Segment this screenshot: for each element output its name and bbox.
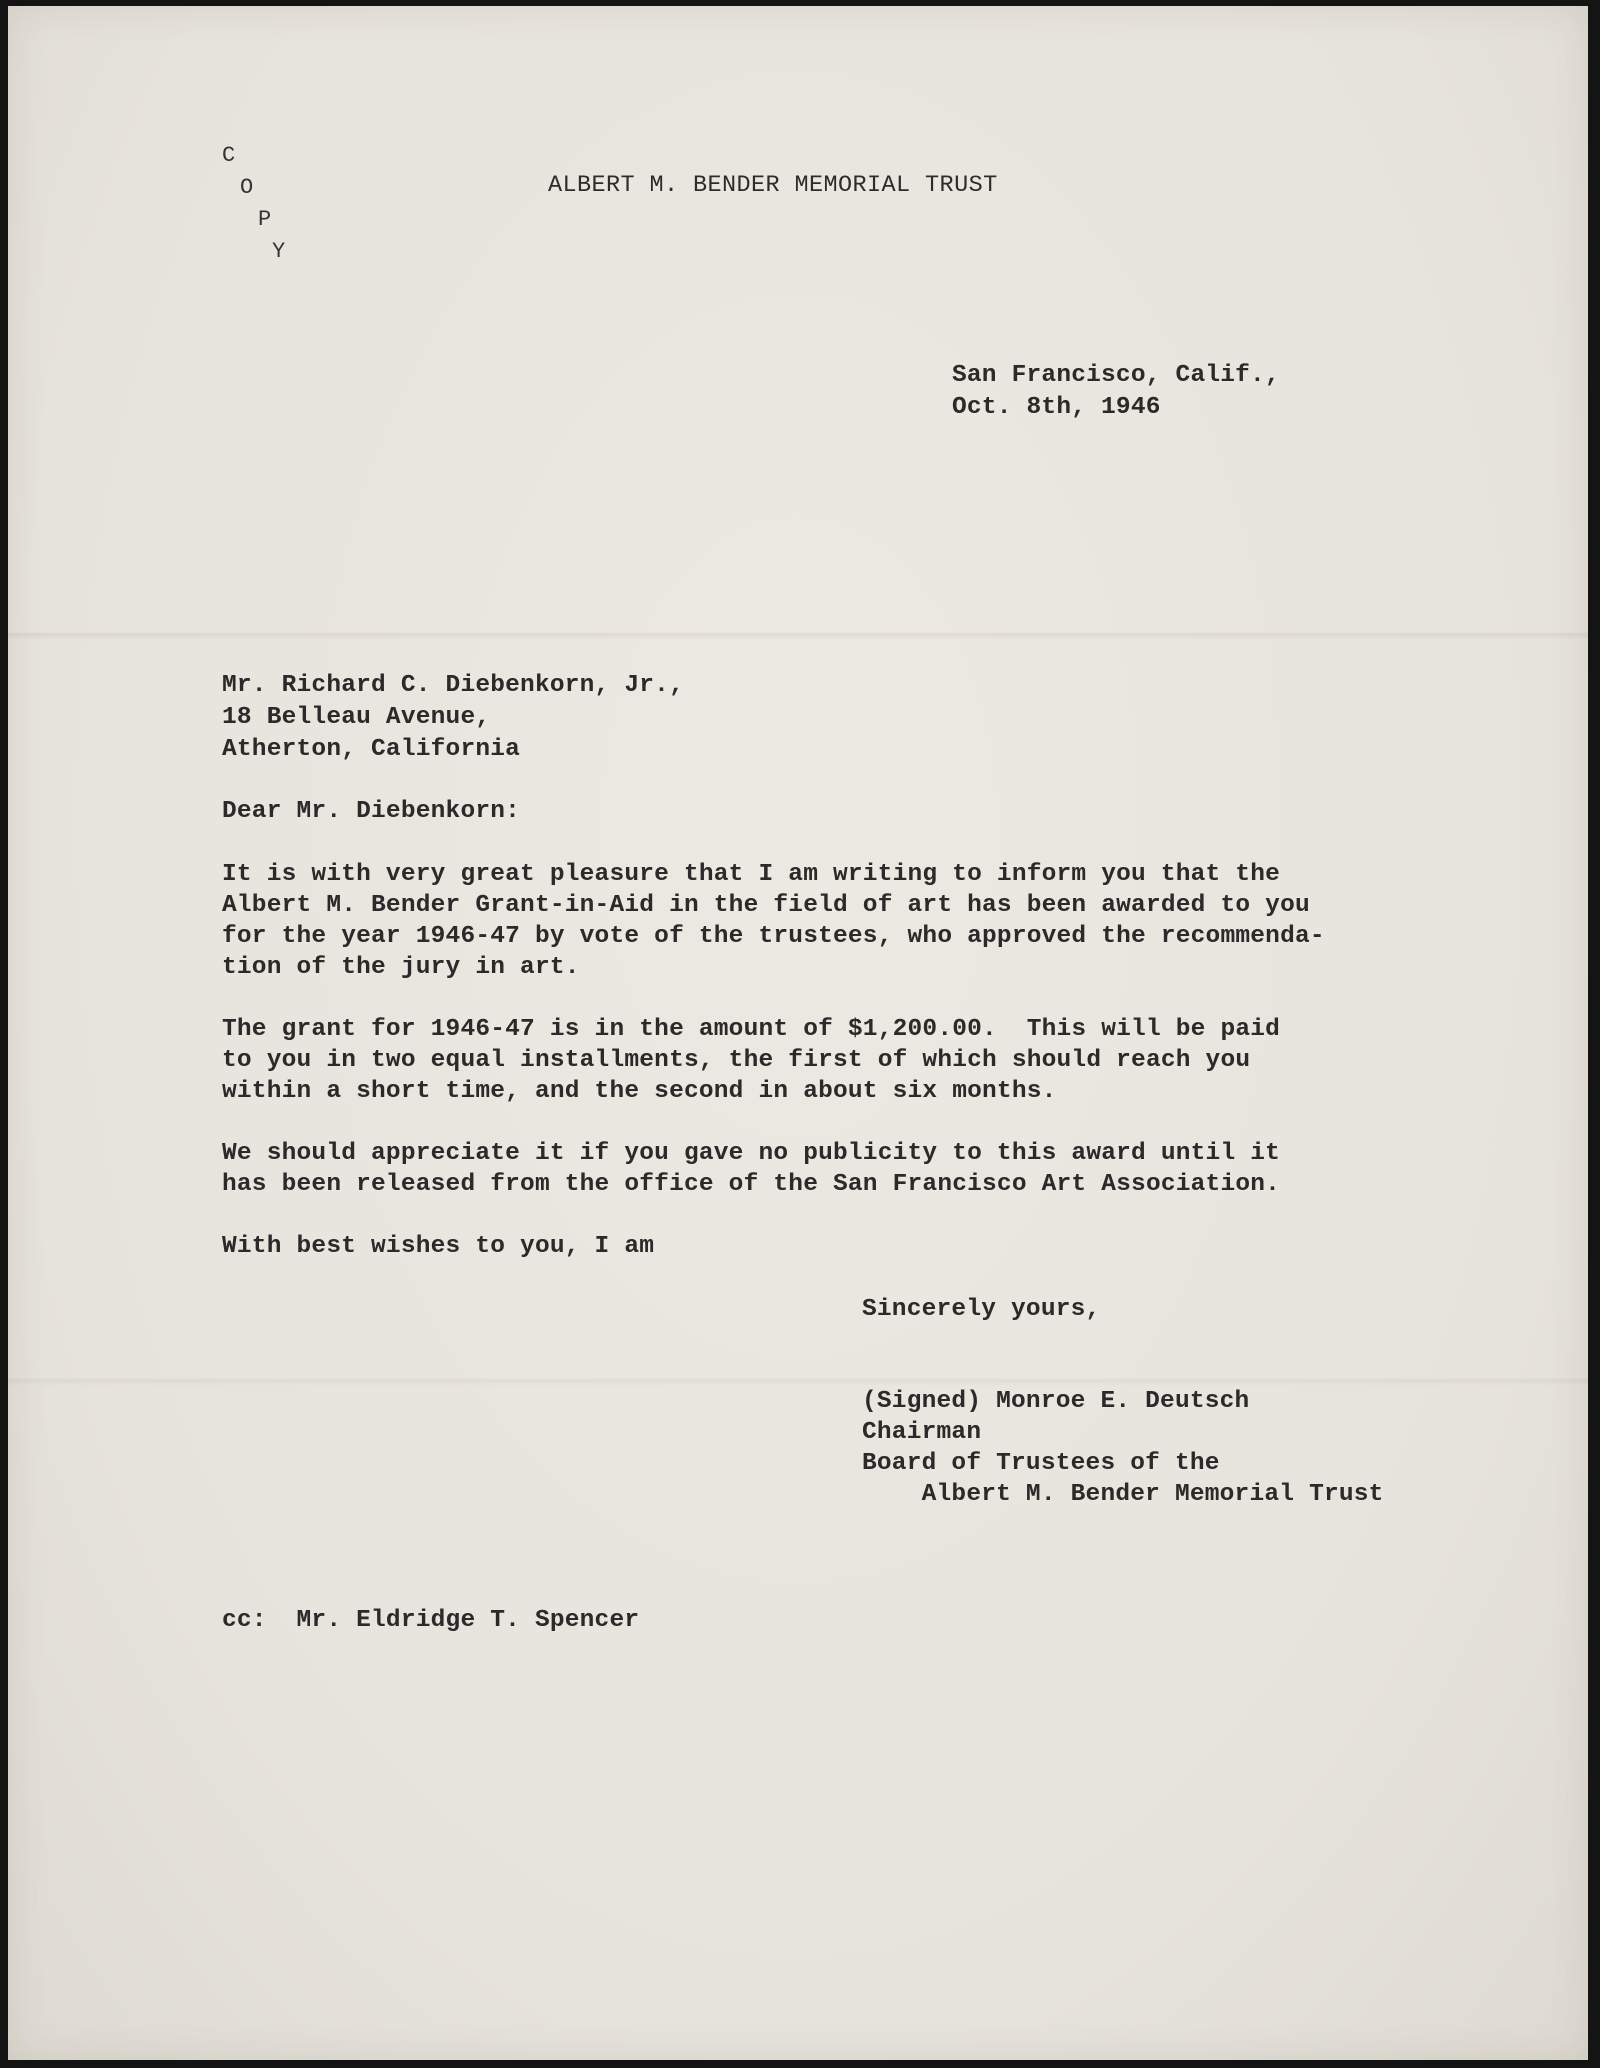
copy-mark-p: P (258, 207, 272, 232)
letterhead: ALBERT M. BENDER MEMORIAL TRUST (548, 172, 998, 199)
paragraph-line: within a short time, and the second in about six months. (222, 1078, 1057, 1105)
recipient-line: 18 Belleau Avenue, (222, 704, 491, 731)
dateline-place: San Francisco, Calif., (952, 362, 1280, 389)
paragraph-line: We should appreciate it if you gave no publicity to this award until it (222, 1140, 1281, 1167)
signature-line: Albert M. Bender Memorial Trust (862, 1481, 1384, 1508)
paragraph-line: The grant for 1946-47 is in the amount of $1,200.00. This will be paid (222, 1016, 1281, 1043)
paragraph-line: It is with very great pleasure that I am writing to inform you that the (222, 861, 1281, 888)
paragraph-line: Albert M. Bender Grant-in-Aid in the field of art has been awarded to you (222, 892, 1310, 919)
copy-mark-y: Y (272, 239, 286, 264)
recipient-line: Mr. Richard C. Diebenkorn, Jr., (222, 672, 684, 699)
dateline-date: Oct. 8th, 1946 (952, 394, 1161, 421)
signature-line: Board of Trustees of the (862, 1450, 1220, 1477)
recipient-line: Atherton, California (222, 736, 521, 763)
paragraph-line: has been released from the office of the San Francisco Art Association. (222, 1171, 1281, 1198)
paragraph-line: tion of the jury in art. (222, 954, 580, 981)
paragraph-line: to you in two equal installments, the first of which should reach you (222, 1047, 1251, 1074)
signature-line: Chairman (862, 1419, 982, 1446)
letter-page (8, 6, 1588, 2060)
complimentary-close: Sincerely yours, (862, 1296, 1101, 1323)
closing-line: With best wishes to you, I am (222, 1233, 655, 1260)
paragraph-line: for the year 1946-47 by vote of the trustees, who approved the recommenda- (222, 923, 1325, 950)
copy-mark-c: C (222, 143, 236, 168)
salutation: Dear Mr. Diebenkorn: (222, 798, 521, 825)
signature-line: (Signed) Monroe E. Deutsch (862, 1388, 1250, 1415)
cc-line: cc: Mr. Eldridge T. Spencer (222, 1607, 640, 1634)
copy-mark-o: O (240, 175, 254, 200)
